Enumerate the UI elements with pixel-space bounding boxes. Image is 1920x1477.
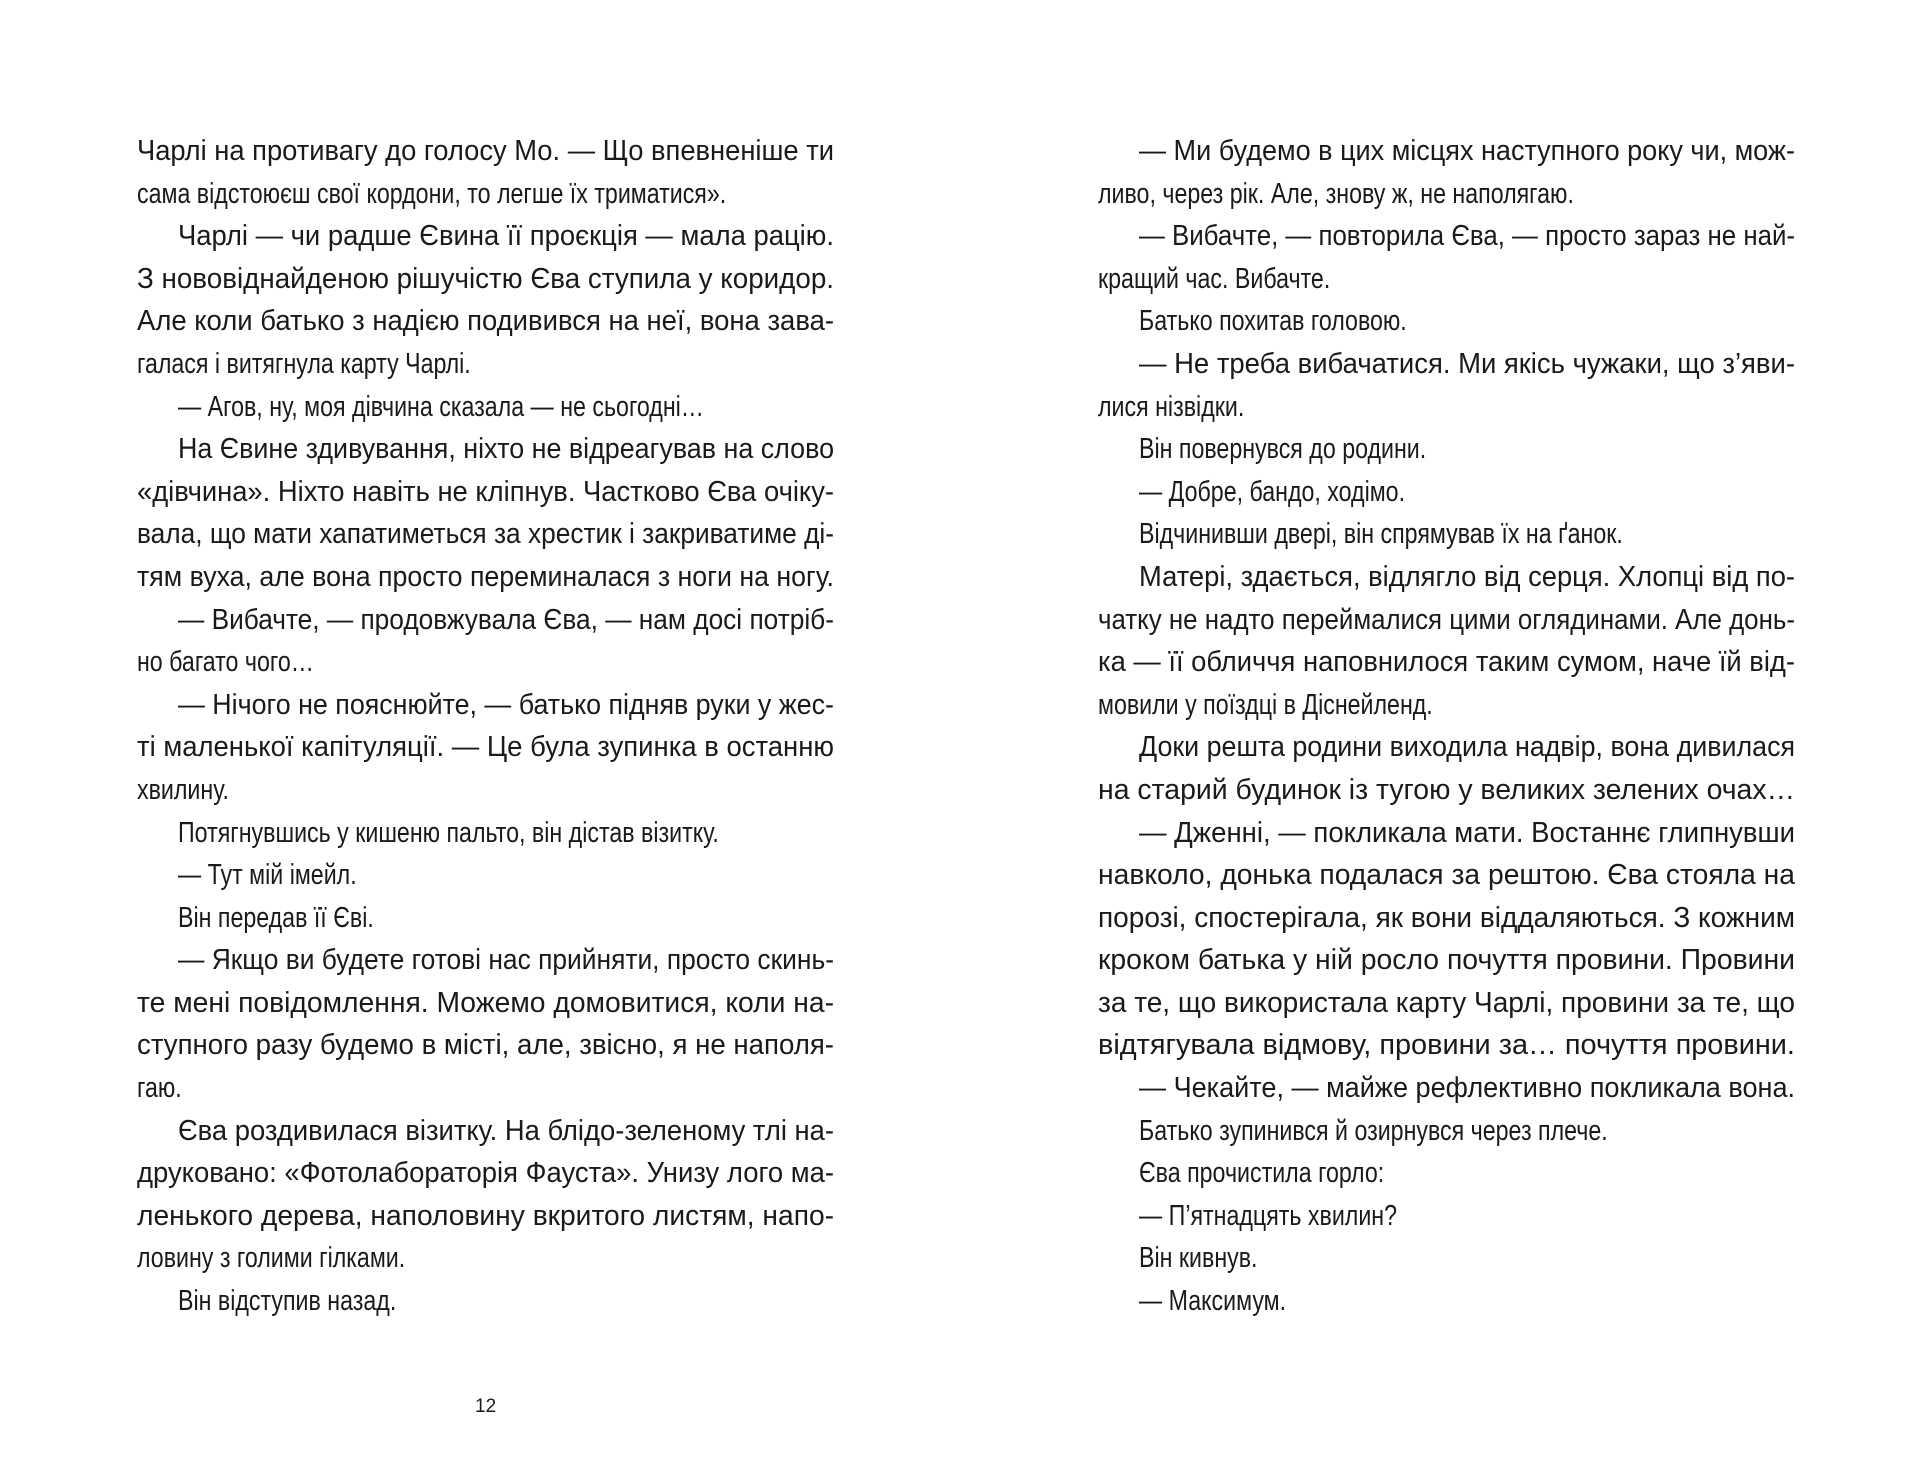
text-line-content: Чарлі на противагу до голосу Мо. — Що впевненіше ти <box>137 135 834 167</box>
text-line-content: — П’ятнадцять хвилин? <box>1139 1199 1398 1232</box>
text-line-content: — Чекайте, — майже рефлективно покликала вона. <box>1139 1072 1796 1105</box>
text-line <box>137 769 834 812</box>
text-line <box>1098 641 1795 684</box>
text-line-content: «дівчина». Ніхто навіть не кліпнув. Частково Єва очіку- <box>137 475 834 508</box>
text-line-content: Батько зупинився й озирнувся через плече. <box>1139 1114 1608 1147</box>
text-line-content: сама відстоюєш свої кордони, то легше їх триматися». <box>137 177 727 210</box>
text-line <box>1098 1110 1795 1153</box>
text-line-content: — Максимум. <box>1139 1285 1287 1318</box>
text-line-content: тям вуха, але вона просто переминалася з ноги на ногу. <box>137 560 834 593</box>
text-line-content: З нововіднайденою рішучістю Єва ступила у коридор. <box>137 262 835 295</box>
text-line-content: — Добре, бандо, ходімо. <box>1139 475 1406 508</box>
text-line-content: Єва роздивилася візитку. На блідо-зеленому тлі на- <box>178 1114 835 1147</box>
text-line-content: те мені повідомлення. Можемо домовитися, коли на- <box>137 986 834 1019</box>
text-line <box>1098 939 1795 982</box>
text-line-content: за те, що використала карту Чарлі, провини за те, що <box>1098 986 1795 1019</box>
text-line <box>137 1067 834 1110</box>
text-line-content: Чарлі — чи радше Євина її проєкція — мала рацію. <box>178 220 834 253</box>
text-line-content: мовили у поїздці в Діснейленд. <box>1098 688 1433 721</box>
text-line-content: Матері, здається, відлягло від серця. Хлопці від по- <box>1139 560 1796 593</box>
text-line-content: На Євине здивування, ніхто не відреагував на слово <box>178 433 835 466</box>
text-line <box>1098 258 1795 301</box>
text-line <box>1098 513 1795 556</box>
text-line <box>137 258 834 301</box>
text-line-content: — Нічого не пояснюйте, — батько підняв руки у жес- <box>178 688 834 721</box>
text-line <box>1098 684 1795 727</box>
text-line-content: хвилину. <box>137 773 229 806</box>
right-page-text-column <box>1098 130 1795 1323</box>
text-line-content: друковано: «Фотолабораторія Фауста». Унизу лого ма- <box>137 1157 835 1190</box>
text-line-content: лися нізвідки. <box>1098 390 1245 423</box>
text-line <box>1098 897 1795 940</box>
text-line-content: ступного разу будемо в місті, але, звісно, я не наполя- <box>137 1029 835 1062</box>
text-line-content: Єва прочистила горло: <box>1139 1157 1385 1190</box>
text-line <box>137 812 834 855</box>
text-line-content: відтягувала відмову, провини за… почуття провини. <box>1098 1029 1795 1062</box>
text-line-content: — Тут мій імейл. <box>178 859 357 892</box>
text-line <box>137 1237 834 1280</box>
text-line <box>137 726 834 769</box>
text-line <box>1098 1237 1795 1280</box>
text-line-content: — Вибачте, — продовжувала Єва, — нам досі потріб- <box>178 603 834 636</box>
text-line-content: — Вибачте, — повторила Єва, — просто зараз не най- <box>1139 220 1796 253</box>
text-line <box>137 173 834 216</box>
text-line <box>1098 386 1795 429</box>
text-line-content: Він повернувся до родини. <box>1139 433 1427 466</box>
text-line <box>1098 982 1795 1025</box>
text-line <box>137 684 834 727</box>
text-line <box>1098 556 1795 599</box>
text-line-content: навколо, донька подалася за рештою. Єва стояла на <box>1098 859 1796 892</box>
text-line <box>137 1024 834 1067</box>
text-line-content: ка — її обличчя наповнилося таким сумом, наче їй від- <box>1098 646 1795 679</box>
text-line-content: — Якщо ви будете готові нас прийняти, просто скинь- <box>178 944 834 977</box>
text-line <box>137 854 834 897</box>
text-line <box>137 471 834 514</box>
text-line <box>1098 215 1795 258</box>
text-line-content: Відчинивши двері, він спрямував їх на ґанок. <box>1139 518 1623 551</box>
text-line <box>137 1110 834 1153</box>
text-line-content: — Дженні, — покликала мати. Востаннє глипнувши <box>1139 816 1795 849</box>
text-line-content: ливо, через рік. Але, знову ж, не наполягаю. <box>1098 177 1574 210</box>
text-line <box>1098 173 1795 216</box>
text-line <box>1098 471 1795 514</box>
text-line <box>137 1195 834 1238</box>
text-line <box>137 641 834 684</box>
text-line-content: Він кивнув. <box>1139 1242 1258 1275</box>
text-line <box>137 982 834 1025</box>
text-line <box>137 386 834 429</box>
text-line <box>137 599 834 642</box>
text-line <box>137 1152 834 1195</box>
text-line-content: но багато чого… <box>137 646 314 679</box>
text-line-content: галася і витягнула карту Чарлі. <box>137 347 471 380</box>
text-line-content: ті маленької капітуляції. — Це була зупинка в останню <box>137 731 835 764</box>
text-line <box>137 428 834 471</box>
text-line <box>1098 1067 1795 1110</box>
text-line <box>1098 1195 1795 1238</box>
text-line <box>137 939 834 982</box>
text-line-content: ловину з голими гілками. <box>137 1242 406 1275</box>
text-line-content: Доки решта родини виходила надвір, вона дивилася <box>1139 731 1796 764</box>
text-line <box>137 513 834 556</box>
text-line-content: чатку не надто переймалися цими оглядинами. Але донь- <box>1098 603 1795 636</box>
text-line-content: вала, що мати хапатиметься за хрестик і закриватиме ді- <box>137 518 835 551</box>
text-line <box>137 215 834 258</box>
text-line <box>1098 1152 1795 1195</box>
text-line <box>137 897 834 940</box>
text-line <box>1098 1280 1795 1323</box>
text-line <box>1098 130 1795 173</box>
text-line-content: Батько похитав головою. <box>1139 305 1407 338</box>
text-line-content: — Ми будемо в цих місцях наступного року чи, мож- <box>1139 135 1796 167</box>
text-line-content: Потягнувшись у кишеню пальто, він дістав візитку. <box>178 816 719 849</box>
text-line <box>1098 854 1795 897</box>
text-line-content: Він передав її Єві. <box>178 901 374 934</box>
text-line-content: Він відступив назад. <box>178 1285 397 1318</box>
text-line-content: на старий будинок із тугою у великих зелених очах… <box>1098 773 1796 806</box>
text-line-content: гаю. <box>137 1072 182 1105</box>
text-line <box>137 1280 834 1323</box>
text-line-content: Але коли батько з надією подивився на неї, вона зава- <box>137 305 835 338</box>
text-line <box>1098 812 1795 855</box>
left-page-text-column <box>137 130 834 1323</box>
text-line <box>1098 300 1795 343</box>
page-number: 12 <box>475 1396 497 1417</box>
text-line-content: — Агов, ну, моя дівчина сказала — не сьогодні… <box>178 390 704 423</box>
text-line <box>1098 428 1795 471</box>
text-line <box>137 556 834 599</box>
text-line-content: порозі, спостерігала, як вони віддаляються. З кожним <box>1098 901 1796 934</box>
text-line-content: кращий час. Вибачте. <box>1098 262 1331 295</box>
text-line <box>137 343 834 386</box>
text-line <box>1098 726 1795 769</box>
text-line-content: кроком батька у ній росло почуття провини. Провини <box>1098 944 1796 977</box>
text-line <box>1098 343 1795 386</box>
text-line-content: ленького дерева, наполовину вкритого листям, напо- <box>137 1199 835 1232</box>
text-line <box>137 130 834 173</box>
text-line <box>1098 769 1795 812</box>
text-line-content: — Не треба вибачатися. Ми якісь чужаки, що з’яви- <box>1139 347 1795 380</box>
text-line <box>1098 1024 1795 1067</box>
right-page <box>960 0 1920 1477</box>
text-line <box>1098 599 1795 642</box>
text-line <box>137 300 834 343</box>
